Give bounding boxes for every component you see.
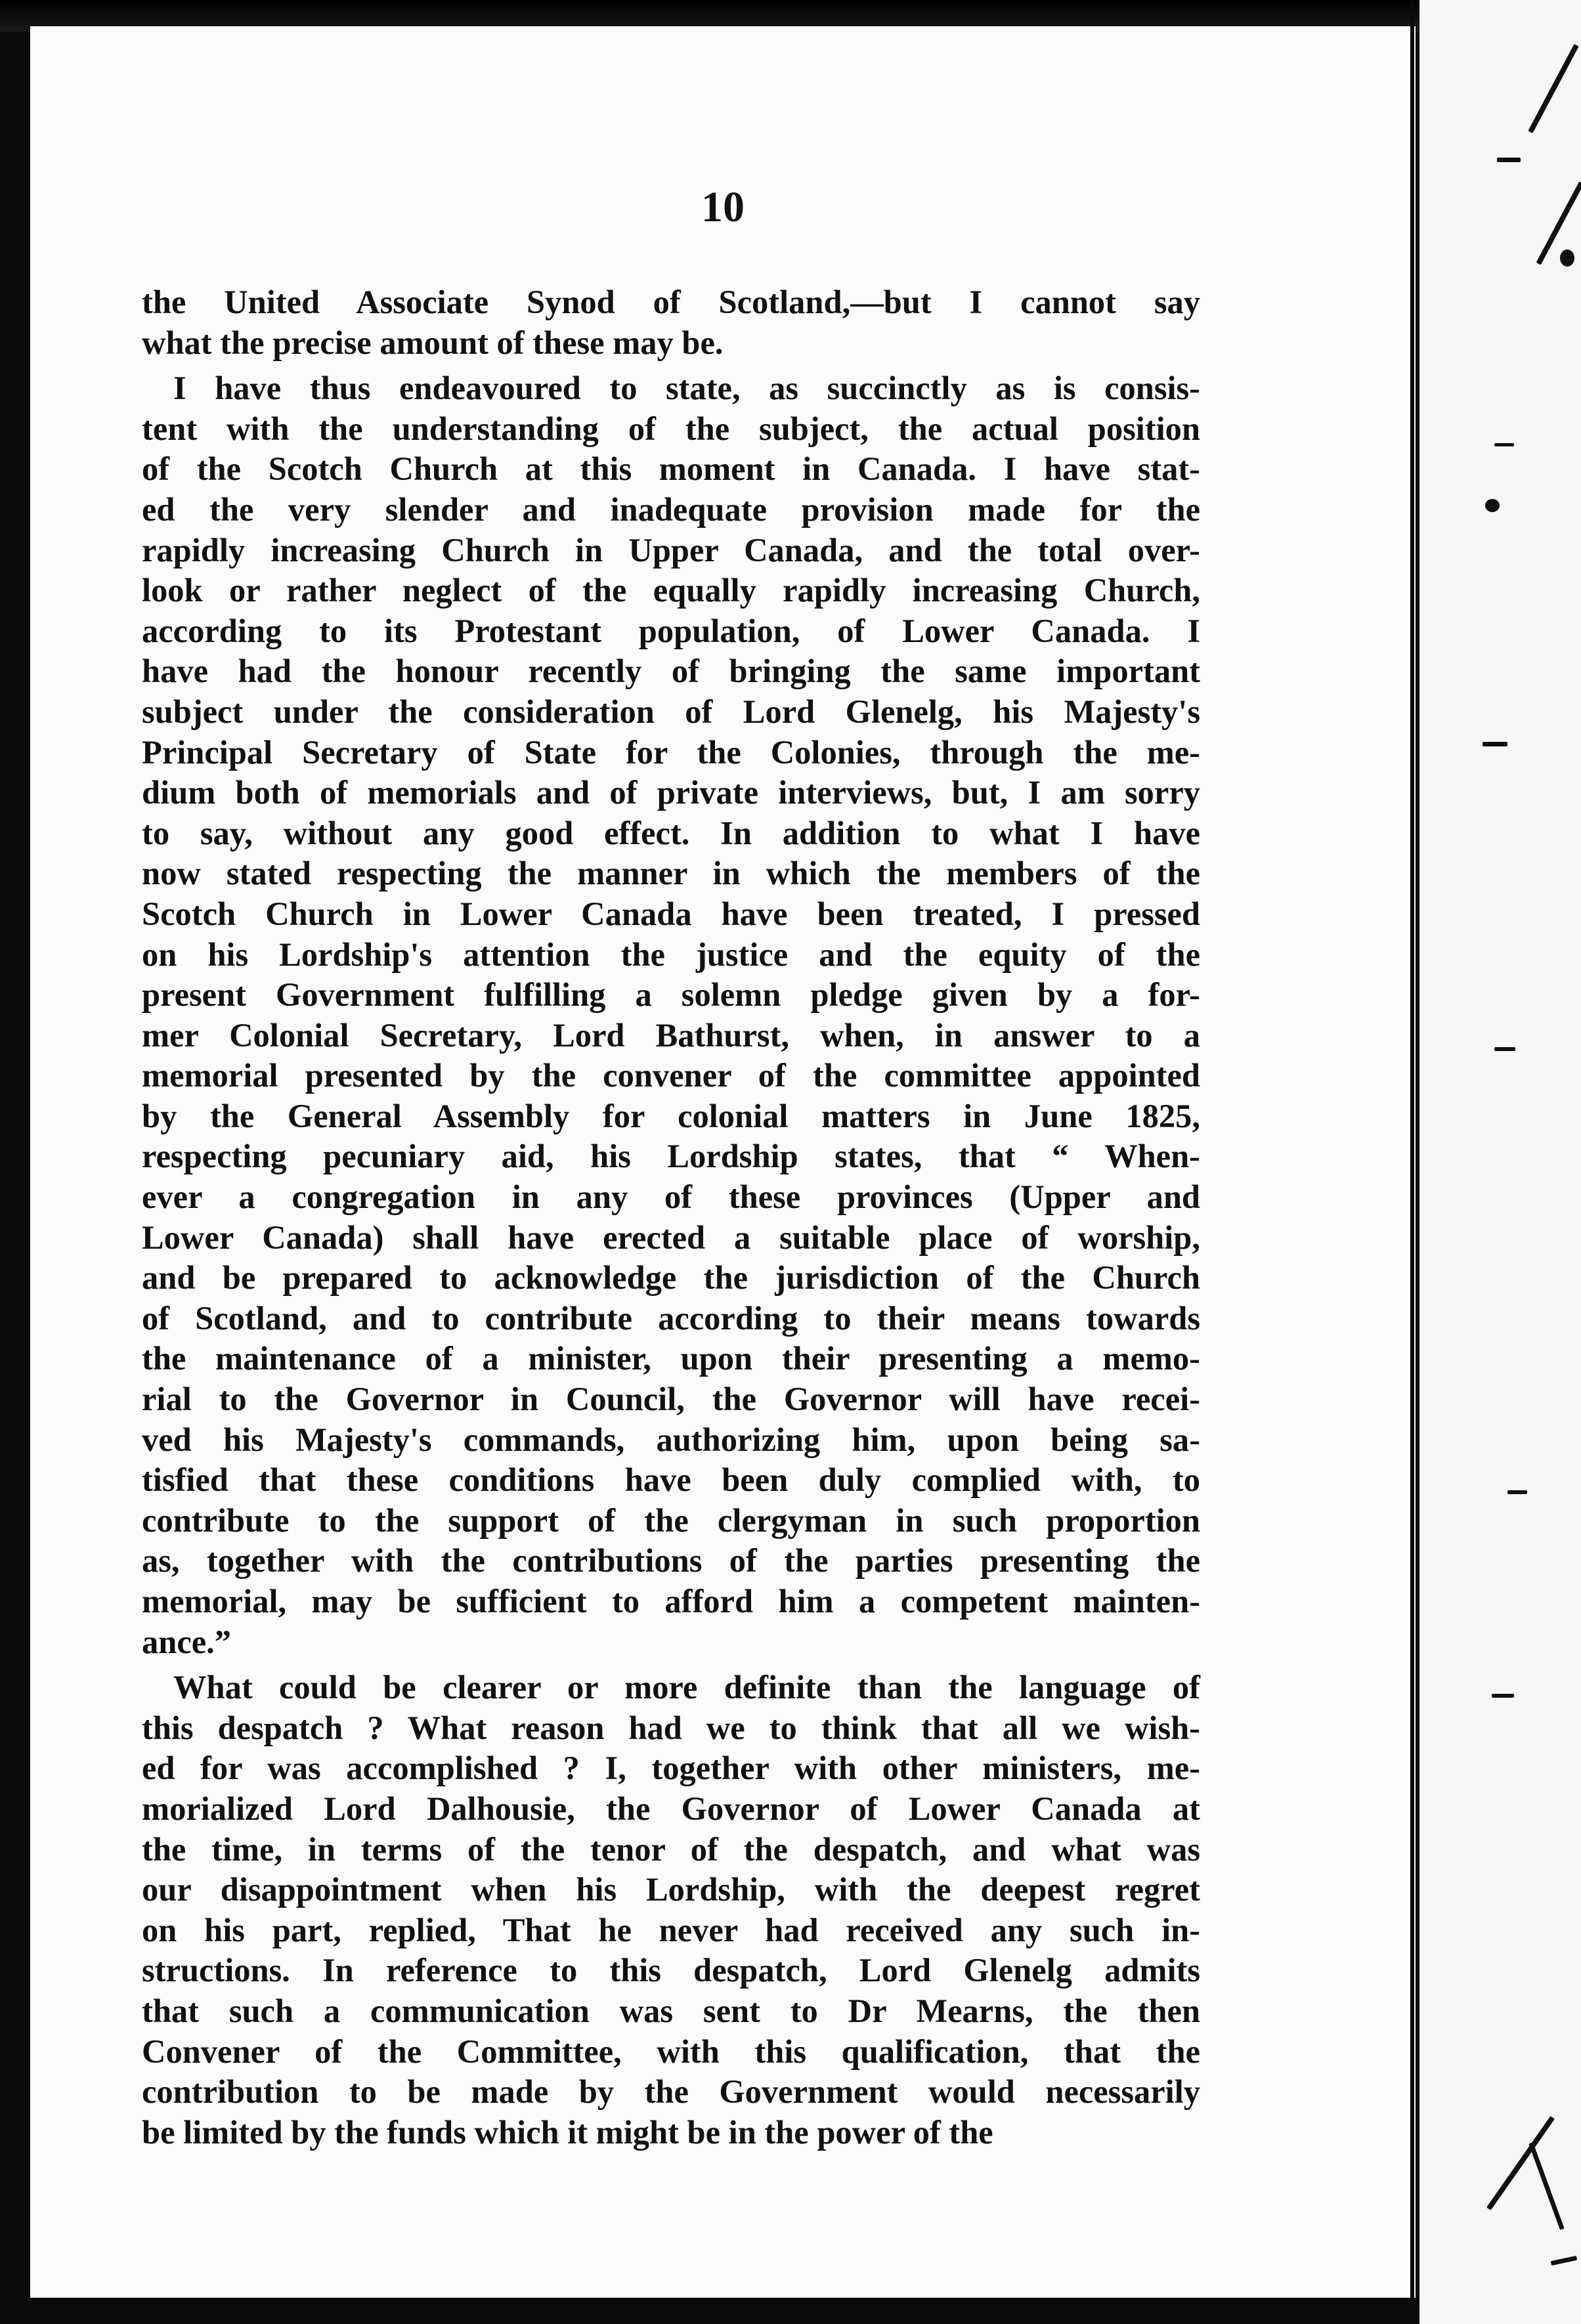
text-line: contribute to the support of the clergyman in such proportion xyxy=(142,1501,1200,1539)
text-line: to say, without any good effect. In addition to what I have xyxy=(142,814,1200,851)
text-line: ance.” xyxy=(142,1623,232,1660)
text-line: on his Lordship's attention the justice and the equity of the xyxy=(142,936,1200,973)
text-line: our disappointment when his Lordship, with the deepest regret xyxy=(142,1871,1200,1908)
handwriting-stroke xyxy=(1486,2116,1555,2210)
text-line: contribution to be made by the Government would necessarily xyxy=(142,2073,1200,2111)
handwriting-stroke xyxy=(1528,2142,1564,2230)
text-line: ed the very slender and inadequate provision made for the xyxy=(142,490,1200,528)
text-line: look or rather neglect of the equally rapidly increasing Church, xyxy=(142,572,1200,609)
ink-dash-mark xyxy=(1507,1490,1527,1494)
text-line: memorial presented by the convener of the committee appointed xyxy=(142,1057,1200,1094)
text-line: the United Associate Synod of Scotland,—but I cannot say xyxy=(142,284,1200,320)
ink-dash-mark xyxy=(1494,443,1514,446)
ink-dash-mark xyxy=(1494,1047,1515,1051)
text-line: ever a congregation in any of these provinces (Upper and xyxy=(142,1178,1200,1216)
book-page xyxy=(30,26,1416,2298)
text-line: the time, in terms of the tenor of the despatch, and what was xyxy=(142,1830,1200,1868)
text-line: be limited by the funds which it might be in the power of the xyxy=(142,2113,993,2151)
page-number: 10 xyxy=(701,183,745,231)
text-line: present Government fulfilling a solemn pledge given by a for- xyxy=(142,976,1200,1014)
text-line: by the General Assembly for colonial matters in June 1825, xyxy=(142,1097,1200,1134)
text-line: have had the honour recently of bringing the same important xyxy=(142,653,1200,690)
text-line: of Scotland, and to contribute according to their means towards xyxy=(142,1299,1200,1337)
text-line: subject under the consideration of Lord Glenelg, his Majesty's xyxy=(142,693,1200,730)
ink-dash-mark xyxy=(1497,158,1521,162)
ink-dash-mark xyxy=(1492,1694,1514,1698)
text-line: tent with the understanding of the subject, the actual position xyxy=(142,410,1200,447)
text-line: and be prepared to acknowledge the jurisdiction of the Church xyxy=(142,1259,1200,1297)
text-line: that such a communication was sent to Dr Mearns, the then xyxy=(142,1992,1200,2029)
facing-page-edge xyxy=(1419,0,1581,2324)
text-line: I have thus endeavoured to state, as succinctly as is consis- xyxy=(173,370,1200,407)
text-line: memorial, may be sufficient to afford him a competent mainten- xyxy=(142,1583,1200,1620)
ink-dash-mark xyxy=(1483,742,1507,746)
text-line: of the Scotch Church at this moment in Canada. I have stat- xyxy=(142,450,1200,488)
paragraph-gap xyxy=(142,363,1200,368)
text-line: dium both of memorials and of private interviews, but, I am sorry xyxy=(142,774,1200,811)
text-line: now stated respecting the manner in which the members of the xyxy=(142,855,1200,892)
text-line: Principal Secretary of State for the Colonies, through the me- xyxy=(142,733,1200,771)
text-line: tisfied that these conditions have been duly complied with, to xyxy=(142,1461,1200,1499)
text-line: ed for was accomplished ? I, together with other ministers, me- xyxy=(142,1750,1200,1787)
text-line: as, together with the contributions of the parties presenting the xyxy=(142,1542,1200,1580)
ink-blot-mark xyxy=(1485,499,1500,512)
text-line: What could be clearer or more definite than the language of xyxy=(173,1669,1200,1706)
text-line: morialized Lord Dalhousie, the Governor of Lower Canada at xyxy=(142,1790,1200,1827)
text-line: this despatch ? What reason had we to think that all we wish- xyxy=(142,1709,1200,1746)
text-line: structions. In reference to this despatch, Lord Glenelg admits xyxy=(142,1952,1200,1989)
text-line: respecting pecuniary aid, his Lordship states, that “ When- xyxy=(142,1138,1200,1175)
body-text xyxy=(142,282,1200,2153)
handwriting-stroke xyxy=(1528,44,1578,133)
text-line: Convener of the Committee, with this qualification, that the xyxy=(142,2033,1200,2070)
text-line: on his part, replied, That he never had received any such in- xyxy=(142,1911,1200,1948)
handwriting-stroke xyxy=(1551,2256,1578,2266)
text-line: Lower Canada) shall have erected a suitable place of worship, xyxy=(142,1218,1200,1256)
text-line: what the precise amount of these may be. xyxy=(142,324,724,361)
handwriting-stroke xyxy=(1560,249,1574,267)
text-line: rapidly increasing Church in Upper Canada, and the total over- xyxy=(142,531,1200,569)
paragraph-gap xyxy=(142,1662,1200,1668)
text-line: the maintenance of a minister, upon their presenting a memo- xyxy=(142,1340,1200,1377)
text-line: ved his Majesty's commands, authorizing him, upon being sa- xyxy=(142,1421,1200,1458)
handwriting-stroke xyxy=(1536,181,1581,265)
text-line: according to its Protestant population, of Lower Canada. I xyxy=(142,612,1200,649)
text-line: Scotch Church in Lower Canada have been treated, I pressed xyxy=(142,895,1200,932)
text-line: mer Colonial Secretary, Lord Bathurst, when, in answer to a xyxy=(142,1016,1200,1054)
page-gutter xyxy=(1410,0,1414,2324)
text-line: rial to the Governor in Council, the Governor will have recei- xyxy=(142,1381,1200,1418)
